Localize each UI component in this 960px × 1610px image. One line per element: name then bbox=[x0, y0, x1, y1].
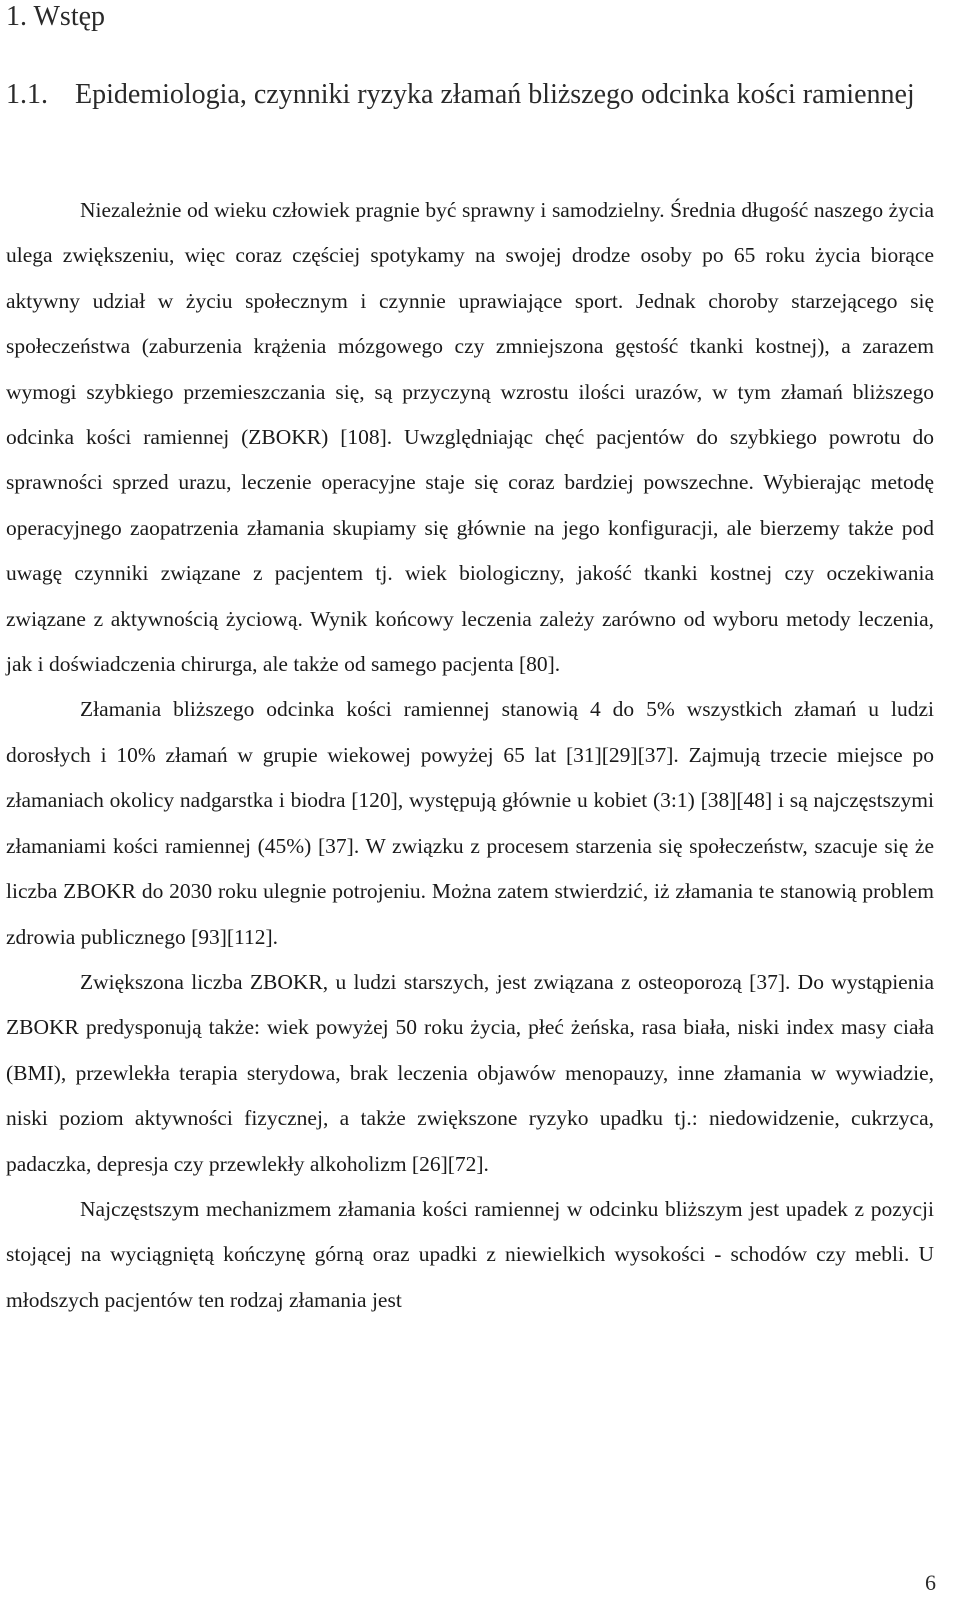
paragraph-2: Złamania bliższego odcinka kości ramiennej stanowią 4 do 5% wszystkich złamań u ludzi dorosłych i 10% złamań w grupie wiekowej powyżej 65 lat [31][29][37]. Zajmują trzecie miejsce po złamaniach okolicy nadgarstka i biodra [120], występują głównie u kobiet (3:1) [38][48] i są najczęstszymi złamaniami kości ramiennej (45%) [37]. W związku z procesem starzenia się społeczeństw, szacuje się że liczba ZBOKR do 2030 roku ulegnie potrojeniu. Można zatem stwierdzić, iż złamania te stanowią problem zdrowia publicznego [93][112]. bbox=[6, 697, 934, 949]
page-number: 6 bbox=[925, 1570, 936, 1595]
body-text bbox=[6, 188, 934, 1323]
paragraph-3: Zwiększona liczba ZBOKR, u ludzi starszych, jest związana z osteoporozą [37]. Do wystąpienia ZBOKR predysponują także: wiek powyżej 50 roku życia, płeć żeńska, rasa biała, niski index masy ciała (BMI), przewlekła terapia sterydowa, brak leczenia objawów menopauzy, inne złamania w wywiadzie, niski poziom aktywności fizycznej, a także zwiększone ryzyko upadku tj.: niedowidzenie, cukrzyca, padaczka, depresja czy przewlekły alkoholizm [26][72]. bbox=[6, 969, 934, 1176]
section-heading bbox=[6, 76, 936, 114]
section-number: 1.1. bbox=[6, 79, 48, 110]
section-title: Epidemiologia, czynniki ryzyka złamań bliższego odcinka kości ramiennej bbox=[75, 79, 915, 110]
chapter-heading: 1. Wstęp bbox=[6, 1, 106, 32]
paragraph-4: Najczęstszym mechanizmem złamania kości ramiennej w odcinku bliższym jest upadek z pozycji stojącej na wyciągniętą kończynę górną oraz upadki z niewielkich wysokości - schodów czy mebli. U młodszych pacjentów ten rodzaj złamania jest bbox=[6, 1196, 934, 1312]
paragraph-1: Niezależnie od wieku człowiek pragnie być sprawny i samodzielny. Średnia długość naszego życia ulega zwiększeniu, więc coraz częściej spotykamy na swojej drodze osoby po 65 roku życia biorące aktywny udział w życiu społecznym i czynnie uprawiające sport. Jednak choroby starzejącego się społeczeństwa (zaburzenia krążenia mózgowego czy zmniejszona gęstość tkanki kostnej), a zarazem wymogi szybkiego przemieszczania się, są przyczyną wzrostu ilości urazów, w tym złamań bliższego odcinka kości ramiennej (ZBOKR) [108]. Uwzględniając chęć pacjentów do szybkiego powrotu do sprawności sprzed urazu, leczenie operacyjne staje się coraz bardziej powszechne. Wybierając metodę operacyjnego zaopatrzenia złamania skupiamy się głównie na jego konfiguracji, ale bierzemy także pod uwagę czynniki związane z pacjentem tj. wiek biologiczny, jakość tkanki kostnej czy oczekiwania związane z aktywnością życiową. Wynik końcowy leczenia zależy zarówno od wyboru metody leczenia, jak i doświadczenia chirurga, ale także od samego pacjenta [80]. bbox=[6, 198, 934, 677]
